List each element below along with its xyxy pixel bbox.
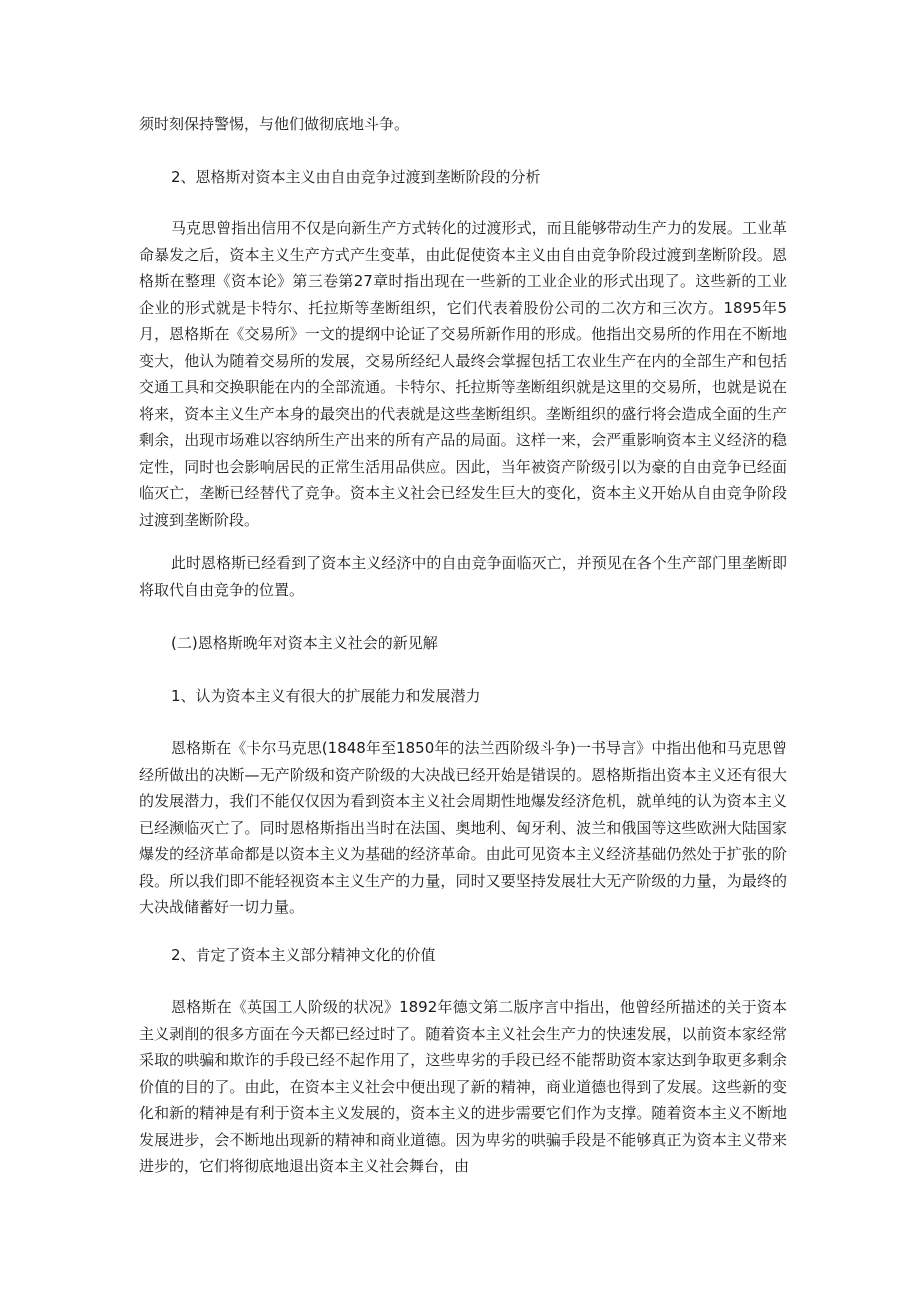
paragraph-credit-and-monopoly: 马克思曾指出信用不仅是向新生产方式转化的过渡形式，而且能够带动生产力的发展。工业革命暴发之后，资本主义生产方式产生变革，由此促使资本主义由自由竞争阶段过渡到垄断阶段。恩格斯在整理《资本论》第三卷第27章时指出现在一些新的工业企业的形式出现了。这些新的工业企业的形式就是卡特尔、托拉斯等垄断组织，它们代表着股份公司的二次方和三次方。1895年5月，恩格斯在《交易所》一文的提纲中论证了交易所新作用的形成。他指出交易所的作用在不断地变大，他认为随着交易所的发展，交易所经纪人最终会掌握包括工农业生产在内的全部生产和包括交通工具和交换职能在内的全部流通。卡特尔、托拉斯等垄断组织就是这里的交易所，也就是说在将来，资本主义生产本身的最突出的代表就是这些垄断组织。垄断组织的盛行将会造成全面的生产剩余，出现市场难以容纳所生产出来的所有产品的局面。这样一来，会严重影响资本主义经济的稳定性，同时也会影响居民的正常生活用品供应。因此，当年被资产阶级引以为豪的自由竞争已经面临灭亡，垄断已经替代了竞争。资本主义社会已经发生巨大的变化，资本主义开始从自由竞争阶段过渡到垄断阶段。 (139, 219, 787, 529)
paragraph-engels-foresaw-monopoly: 此时恩格斯已经看到了资本主义经济中的自由竞争面临灭亡，并预见在各个生产部门里垄断即将取代自由竞争的位置。 (139, 554, 787, 599)
heading-section-two: (二)恩格斯晚年对资本主义社会的新见解 (171, 634, 438, 652)
paragraph-continuation: 须时刻保持警惕，与他们做彻底地斗争。 (139, 115, 410, 133)
paragraph-expansion-potential: 恩格斯在《卡尔马克思(1848年至1850年的法兰西阶级斗争)一书导言》中指出他和马克思曾经所做出的决断—无产阶级和资产阶级的大决战已经开始是错误的。恩格斯指出资本主义还有很大的发展潜力，我们不能仅仅因为看到资本主义社会周期性地爆发经济危机，就单纯的认为资本主义已经濒临灭亡了。同时恩格斯指出当时在法国、奥地利、匈牙利、波兰和俄国等这些欧洲大陆国家爆发的经济革命都是以资本主义为基础的经济革命。由此可见资本主义经济基础仍然处于扩张的阶段。所以我们即不能轻视资本主义生产的力量，同时又要坚持发展壮大无产阶级的力量，为最终的大决战储蓄好一切力量。 (139, 739, 787, 916)
paragraph-spiritual-culture: 恩格斯在《英国工人阶级的状况》1892年德文第二版序言中指出，他曾经所描述的关于资本主义剥削的很多方面在今天都已经过时了。随着资本主义社会生产力的快速发展，以前资本家经常采取的哄骗和欺诈的手段已经不起作用了，这些卑劣的手段已经不能帮助资本家达到争取更多剩余价值的目的了。由此，在资本主义社会中便出现了新的精神，商业道德也得到了发展。这些新的变化和新的精神是有利于资本主义发展的，资本主义的进步需要它们作为支撑。随着资本主义不断地发展进步，会不断地出现新的精神和商业道德。因为卑劣的哄骗手段是不能够真正为资本主义带来进步的，它们将彻底地退出资本主义社会舞台，由 (139, 998, 787, 1175)
heading-engels-monopoly-analysis: 2、恩格斯对资本主义由自由竞争过渡到垄断阶段的分析 (171, 168, 541, 186)
heading-expansion-potential: 1、认为资本主义有很大的扩展能力和发展潜力 (171, 687, 481, 705)
heading-spiritual-culture: 2、肯定了资本主义部分精神文化的价值 (171, 946, 436, 964)
